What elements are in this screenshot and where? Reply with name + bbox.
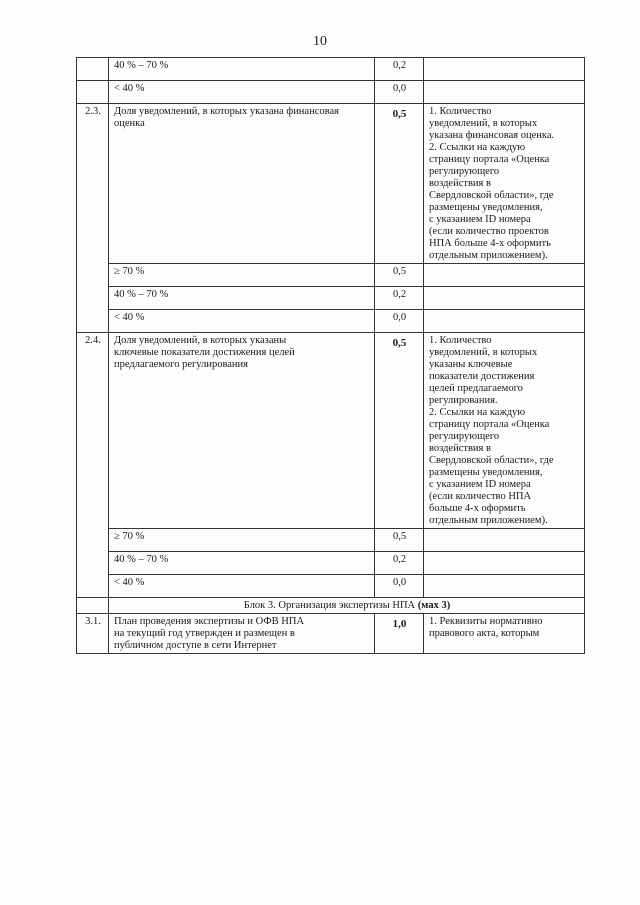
criterion-range: ≥ 70 % xyxy=(109,264,375,287)
block-header-row xyxy=(77,598,585,614)
score-cell: 0,0 xyxy=(375,310,424,333)
criterion-text xyxy=(109,614,375,654)
block-max-score: (мах 3) xyxy=(417,600,451,611)
score-cell: 0,2 xyxy=(375,287,424,310)
score-cell: 0,0 xyxy=(375,81,424,104)
note-line: воздействия в xyxy=(429,443,491,454)
note-line: размещены уведомления, xyxy=(429,202,543,213)
criterion-range: 40 % – 70 % xyxy=(109,58,375,81)
score-cell: 0,2 xyxy=(375,552,424,575)
table-row xyxy=(77,58,585,81)
block-title xyxy=(109,598,585,614)
note-line: регулирующего xyxy=(429,166,500,177)
table-row xyxy=(77,333,585,529)
note-line: страницу портала «Оценка xyxy=(429,154,550,165)
note-line: регулирующего xyxy=(429,431,500,442)
note-line: воздействия в xyxy=(429,178,491,189)
note-line: Свердловской области», где xyxy=(429,190,554,201)
criterion-range: < 40 % xyxy=(109,310,375,333)
block-title-text: Блок 3. Организация экспертизы НПА xyxy=(243,600,416,611)
table-row xyxy=(77,310,585,333)
notes-cell xyxy=(424,614,585,654)
note-line: 1. Количество xyxy=(429,335,492,346)
table-row xyxy=(77,104,585,264)
criterion-line: публичном доступе в сети Интернет xyxy=(114,640,277,651)
note-line: отдельным приложением). xyxy=(429,515,548,526)
score-cell: 0,0 xyxy=(375,575,424,598)
note-line: НПА больше 4-х оформить xyxy=(429,238,551,249)
table-row xyxy=(77,529,585,552)
criterion-range: < 40 % xyxy=(109,81,375,104)
score-cell: 0,5 xyxy=(375,333,424,529)
note-line: целей предлагаемого xyxy=(429,383,523,394)
note-line: 1. Количество xyxy=(429,106,492,117)
criterion-line: Доля уведомлений, в которых указаны xyxy=(114,335,287,346)
score-cell: 0,5 xyxy=(375,104,424,264)
criterion-line: на текущий год утвержден и размещен в xyxy=(114,628,295,639)
table-row xyxy=(77,264,585,287)
note-line: уведомлений, в которых xyxy=(429,118,538,129)
note-line: Свердловской области», где xyxy=(429,455,554,466)
criterion-range: < 40 % xyxy=(109,575,375,598)
note-line: страницу портала «Оценка xyxy=(429,419,550,430)
criteria-table xyxy=(76,57,585,654)
item-number: 2.4. xyxy=(77,333,109,598)
note-line: указаны ключевые xyxy=(429,359,513,370)
score-cell: 0,2 xyxy=(375,58,424,81)
note-line: уведомлений, в которых xyxy=(429,347,538,358)
criterion-line: План проведения экспертизы и ОФВ НПА xyxy=(114,616,305,627)
note-line: 2. Ссылки на каждую xyxy=(429,142,526,153)
criterion-text xyxy=(109,333,375,529)
note-line: больше 4-х оформить xyxy=(429,503,526,514)
note-line: показатели достижения xyxy=(429,371,535,382)
note-line: с указанием ID номера xyxy=(429,479,531,490)
criterion-range: 40 % – 70 % xyxy=(109,287,375,310)
note-line: 2. Ссылки на каждую xyxy=(429,407,526,418)
table-row xyxy=(77,575,585,598)
criterion-range: 40 % – 70 % xyxy=(109,552,375,575)
score-cell: 0,5 xyxy=(375,529,424,552)
table-row xyxy=(77,81,585,104)
criterion-range: ≥ 70 % xyxy=(109,529,375,552)
page-number: 10 xyxy=(313,34,327,49)
note-line: указана финансовая оценка. xyxy=(429,130,555,141)
table-row xyxy=(77,552,585,575)
note-line: размещены уведомления, xyxy=(429,467,543,478)
note-line: (если количество проектов xyxy=(429,226,549,237)
notes-cell xyxy=(424,333,585,529)
item-number: 2.3. xyxy=(77,104,109,333)
table-row xyxy=(77,614,585,654)
criterion-line: предлагаемого регулирования xyxy=(114,359,248,370)
note-line: 1. Реквизиты нормативно xyxy=(429,616,543,627)
criterion-text: Доля уведомлений, в которых указана финансовая оценка xyxy=(109,104,375,264)
table-row xyxy=(77,287,585,310)
criterion-line: ключевые показатели достижения целей xyxy=(114,347,295,358)
item-number: 3.1. xyxy=(77,614,109,654)
notes-cell xyxy=(424,104,585,264)
note-line: (если количество НПА xyxy=(429,491,532,502)
note-line: с указанием ID номера xyxy=(429,214,531,225)
note-line: правового акта, которым xyxy=(429,628,540,639)
score-cell: 1,0 xyxy=(375,614,424,654)
note-line: отдельным приложением). xyxy=(429,250,548,261)
note-line: регулирования. xyxy=(429,395,498,406)
score-cell: 0,5 xyxy=(375,264,424,287)
